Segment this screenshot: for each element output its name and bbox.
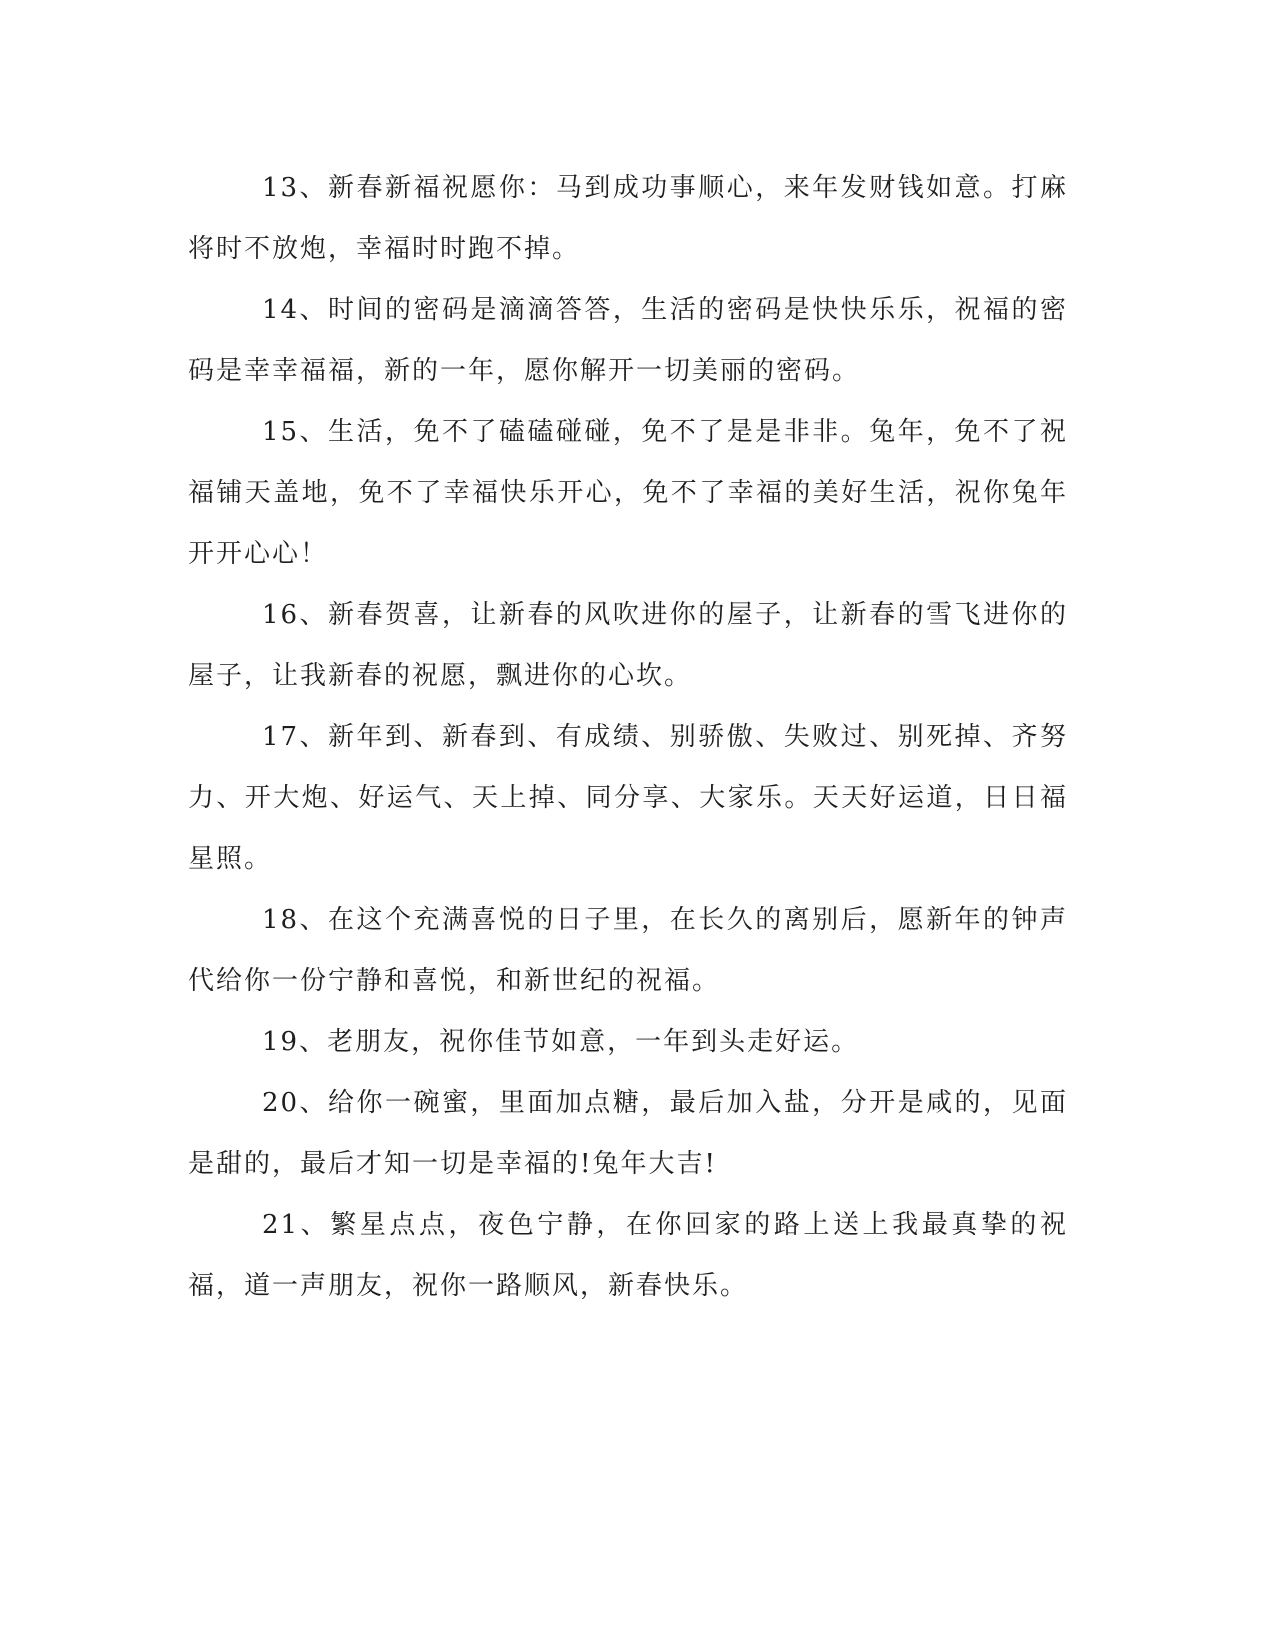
paragraph-20: 20、给你一碗蜜，里面加点糖，最后加入盐，分开是咸的，见面是甜的，最后才知一切是幸福的!兔年大吉! (188, 1088, 1068, 1179)
paragraph-21: 21、繁星点点，夜色宁静，在你回家的路上送上我最真挚的祝福，道一声朋友，祝你一路顺风，新春快乐。 (188, 1210, 1068, 1301)
paragraph-18: 18、在这个充满喜悦的日子里，在长久的离别后，愿新年的钟声代给你一份宁静和喜悦，和新世纪的祝福。 (188, 905, 1068, 996)
paragraph-19: 19、老朋友，祝你佳节如意，一年到头走好运。 (262, 1027, 860, 1057)
paragraph-13: 13、新春新福祝愿你：马到成功事顺心，来年发财钱如意。打麻将时不放炮，幸福时时跑不掉。 (188, 173, 1068, 264)
paragraph-14: 14、时间的密码是滴滴答答，生活的密码是快快乐乐，祝福的密码是幸幸福福，新的一年，愿你解开一切美丽的密码。 (188, 295, 1068, 386)
document-body (188, 158, 1068, 1317)
paragraph-15: 15、生活，免不了磕磕碰碰，免不了是是非非。兔年，免不了祝福铺天盖地，免不了幸福快乐开心，免不了幸福的美好生活，祝你兔年开开心心！ (188, 417, 1068, 569)
paragraph-17: 17、新年到、新春到、有成绩、别骄傲、失败过、别死掉、齐努力、开大炮、好运气、天上掉、同分享、大家乐。天天好运道，日日福星照。 (188, 722, 1068, 874)
paragraph-16: 16、新春贺喜，让新春的风吹进你的屋子，让新春的雪飞进你的屋子，让我新春的祝愿，飘进你的心坎。 (188, 600, 1068, 691)
